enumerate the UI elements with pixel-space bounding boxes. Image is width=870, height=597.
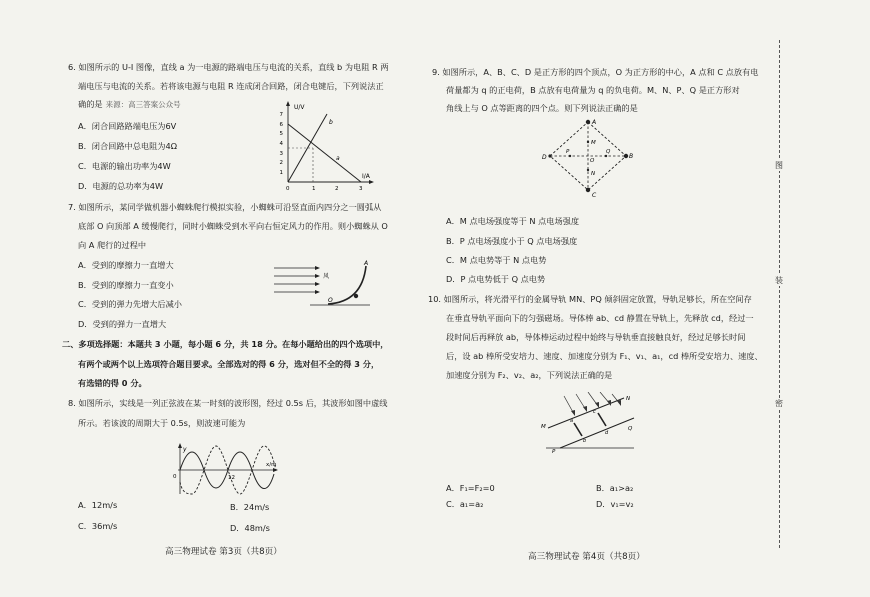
- q10-line4: 后，设 ab 棒所受安培力、速度、加速度分别为 F₁、v₁、a₁，cd 棒所受安培力、速度、: [446, 351, 763, 361]
- q9-label-a: A: [592, 119, 597, 126]
- q6-line-a: [288, 124, 361, 182]
- q6-option-a[interactable]: A．闭合回路路端电压为6V: [78, 121, 177, 131]
- q8-option-c[interactable]: C．36m/s: [78, 521, 118, 531]
- q7-line3: 向 A 爬行的过程中: [78, 240, 147, 250]
- q9-option-a[interactable]: A．M 点电场强度等于 N 点电场强度: [446, 216, 580, 226]
- q7-option-c[interactable]: C．受到的弹力先增大后减小: [78, 299, 182, 309]
- q6-ytick: 5: [279, 131, 283, 137]
- q9-label-o: O: [590, 158, 595, 164]
- q9-label-m: M: [591, 140, 596, 146]
- q6-label-b: b: [329, 119, 333, 126]
- spider-icon: [354, 294, 358, 298]
- q7-line1: 7. 如图所示，某同学做机器小蜘蛛爬行模拟实验，小蜘蛛可沿竖直面内四分之一圆弧从: [68, 202, 382, 212]
- q10-label-b: b: [583, 438, 587, 444]
- q8-line1: 8. 如图所示，实线是一列正弦波在某一时刻的波形图，经过 0.5s 后，其波形如图中虚线: [68, 398, 388, 408]
- q9-label-n: N: [591, 171, 596, 177]
- q6-line3-text: 确的是: [78, 99, 103, 109]
- q9-option-b[interactable]: B．P 点电场强度小于 Q 点电场强度: [446, 236, 578, 246]
- q10-line1: 10. 如图所示，将光滑平行的金属导轨 MN、PQ 倾斜固定放置，导轨足够长，所在空间存: [428, 294, 752, 304]
- q6-ytick: 4: [279, 141, 283, 147]
- q6-ytick: 7: [279, 112, 283, 118]
- q10-rod-cd: [598, 413, 606, 426]
- q10-label-m: M: [541, 424, 546, 430]
- q9-square-figure: [540, 112, 636, 200]
- q7-option-a[interactable]: A．受到的摩擦力一直增大: [78, 260, 174, 270]
- q6-ytick: 2: [279, 160, 283, 166]
- binding-label-bottom: 密: [772, 398, 786, 409]
- q8-line2: 所示。若该波的周期大于 0.5s，则波速可能为: [78, 418, 246, 428]
- q7-spider-figure: [270, 258, 380, 310]
- q8-option-d[interactable]: D．48m/s: [230, 523, 270, 533]
- section2-line3: 有选错的得 0 分。: [78, 378, 147, 388]
- q10-option-c[interactable]: C．a₁=a₂: [446, 499, 484, 509]
- section2-line1: 二、多项选择题：本题共 3 小题，每小题 6 分，共 18 分。在每小题给出的四个选项中，: [62, 339, 389, 349]
- q8-y-label: y: [183, 446, 187, 453]
- q6-ui-graph: [278, 100, 378, 194]
- q9-line2: 荷量都为 q 的正电荷，B 点放有电荷量为 q 的负电荷。M、N、P、Q 是正方形对: [446, 85, 740, 95]
- q8-x-label: x/m: [266, 462, 277, 468]
- q6-option-b[interactable]: B．闭合回路中总电阻为4Ω: [78, 141, 177, 151]
- q6-line2: 端电压与电流的关系。若将该电源与电阻 R 连成闭合回路，闭合电键后，下列说法正: [78, 81, 384, 91]
- q6-xtick: 2: [335, 186, 339, 192]
- q6-xtick: 3: [359, 186, 363, 192]
- q6-ytick: 1: [279, 170, 283, 176]
- binding-dashed-line: [779, 40, 780, 548]
- q10-line5: 加速度分别为 F₂、v₂、a₂，下列说法正确的是: [446, 370, 613, 380]
- q8-option-b[interactable]: B．24m/s: [230, 502, 270, 512]
- q10-label-p: P: [552, 449, 556, 455]
- q9-line1: 9. 如图所示，A、B、C、D 是正方形的四个顶点，O 为正方形的中心，A 点和 C 点放有电: [432, 67, 759, 77]
- q7-label-a: A: [364, 260, 369, 267]
- q9-line3: 角线上与 O 点等距离的四个点。则下列说法正确的是: [446, 103, 638, 113]
- q6-ytick: 3: [279, 151, 283, 157]
- q10-label-a: a: [570, 418, 574, 424]
- q6-option-d[interactable]: D．电源的总功率为4W: [78, 181, 164, 191]
- q6-line3: [78, 99, 181, 110]
- q6-watermark: 来源：高三答案公众号: [105, 100, 181, 109]
- binding-label-top: 图: [772, 160, 786, 171]
- q9-option-c[interactable]: C．M 点电势等于 N 点电势: [446, 255, 547, 265]
- q7-option-d[interactable]: D．受到的弹力一直增大: [78, 319, 167, 329]
- q10-label-c: c: [593, 409, 596, 415]
- q8-option-a[interactable]: A．12m/s: [78, 500, 118, 510]
- q10-option-a[interactable]: A．F₁=F₂=0: [446, 483, 495, 493]
- q10-label-q: Q: [628, 426, 633, 432]
- q10-label-n: N: [626, 396, 631, 402]
- q9-label-p: P: [566, 149, 570, 155]
- q9-label-d: D: [542, 154, 547, 161]
- q6-ytick: 6: [279, 122, 283, 128]
- q6-x-axis-label: I/A: [362, 173, 370, 180]
- q9-label-q: Q: [606, 149, 611, 155]
- q6-label-a: a: [336, 155, 340, 162]
- q10-option-b[interactable]: B．a₁>a₂: [596, 483, 634, 493]
- section2-line2: 有两个或两个以上选项符合题目要求。全部选对的得 6 分，选对但不全的得 3 分，: [78, 359, 380, 369]
- q10-label-d: d: [605, 430, 609, 436]
- q8-tick-label: 12: [228, 475, 235, 481]
- q6-line1: 6. 如图所示的 U-I 图像，直线 a 为一电源的路端电压与电流的关系，直线 b 为电阻 R 两: [68, 62, 389, 72]
- right-page-footer: 高三物理试卷 第4页（共8页）: [528, 552, 645, 562]
- q8-wave-figure: [168, 442, 286, 496]
- q10-option-d[interactable]: D．v₁=v₂: [596, 499, 634, 509]
- q10-line2: 在垂直导轨平面向下的匀强磁场。导体棒 ab、cd 静置在导轨上，先释放 cd，经过一: [446, 313, 754, 323]
- q9-label-c: C: [592, 192, 597, 199]
- q6-xtick: 0: [286, 186, 290, 192]
- q6-y-axis-label: U/V: [294, 104, 305, 111]
- q7-label-o: O: [328, 297, 333, 304]
- q10-rod-ab: [574, 423, 582, 436]
- q6-xtick: 1: [312, 186, 316, 192]
- q6-option-c[interactable]: C．电源的输出功率为4W: [78, 161, 171, 171]
- q9-option-d[interactable]: D．P 点电势低于 Q 点电势: [446, 274, 546, 284]
- q7-line2: 底部 O 向顶部 A 缓慢爬行，同时小蜘蛛受到水平向右恒定风力的作用。则小蜘蛛从 O: [78, 221, 388, 231]
- q8-origin-label: 0: [173, 474, 177, 480]
- q7-option-b[interactable]: B．受到的摩擦力一直变小: [78, 280, 174, 290]
- left-page-footer: 高三物理试卷 第3页（共8页）: [165, 547, 282, 557]
- q9-label-b: B: [629, 153, 634, 160]
- q10-line3: 段时间后再释放 ab，导体棒运动过程中始终与导轨垂直接触良好，经过足够长时间: [446, 332, 746, 342]
- q7-wind-label: 风: [323, 273, 330, 280]
- binding-label-mid: 装: [772, 275, 786, 286]
- q10-rail-figure: [538, 392, 638, 458]
